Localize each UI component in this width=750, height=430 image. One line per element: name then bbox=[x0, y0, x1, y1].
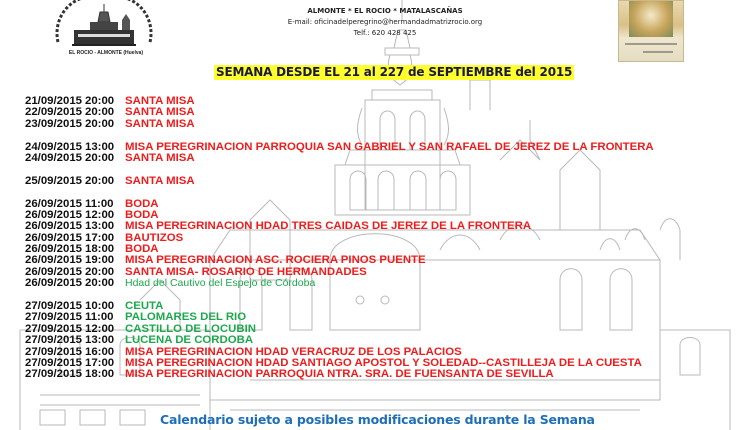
event-title: SANTA MISA- ROSARIO DE HERMANDADES bbox=[125, 265, 367, 278]
poster-artwork bbox=[629, 1, 673, 37]
event-title: MISA PEREGRINACION ASC. ROCIERA PINOS PUENTE bbox=[125, 254, 426, 267]
event-title: SANTA MISA bbox=[125, 106, 195, 119]
event-date: 26/09/2015 bbox=[25, 231, 83, 244]
event-title: BODA bbox=[125, 208, 159, 221]
event-time: 20:00 bbox=[85, 277, 115, 290]
schedule-spacer bbox=[25, 130, 654, 141]
event-date: 25/09/2015 bbox=[25, 174, 83, 187]
event-date: 26/09/2015 bbox=[25, 265, 83, 278]
schedule-row bbox=[25, 301, 654, 312]
phone-line: Telf.: 620 428 425 bbox=[353, 29, 417, 37]
event-time: 11:00 bbox=[85, 311, 114, 324]
schedule-spacer bbox=[25, 164, 654, 175]
event-date: 27/09/2015 bbox=[25, 345, 83, 358]
event-title: SANTA MISA bbox=[125, 151, 195, 164]
poster-caption-bar bbox=[625, 43, 677, 45]
event-title: LUCENA DE CORDOBA bbox=[125, 334, 254, 347]
contact-info bbox=[235, 6, 535, 39]
event-date: 21/09/2015 bbox=[25, 95, 83, 107]
event-title: SANTA MISA bbox=[125, 95, 195, 107]
schedule-row bbox=[25, 267, 654, 278]
event-time: 18:00 bbox=[85, 368, 115, 381]
poster-caption-bar bbox=[643, 51, 673, 53]
event-title: MISA PEREGRINACION PARROQUIA SAN GABRIEL Y SAN RAFAEL DE JEREZ DE LA FRONTERA bbox=[125, 140, 654, 153]
event-date: 27/09/2015 bbox=[25, 368, 83, 381]
virgin-poster-image bbox=[618, 0, 684, 62]
event-date: 24/09/2015 bbox=[25, 140, 83, 153]
event-time: 19:00 bbox=[85, 254, 115, 267]
event-date: 27/09/2015 bbox=[25, 322, 83, 335]
event-title: MISA PEREGRINACION HDAD TRES CAIDAS DE JEREZ DE LA FRONTERA bbox=[125, 220, 532, 233]
event-title: MISA PEREGRINACION PARROQUIA NTRA. SRA. DE FUENSANTA DE SEVILLA bbox=[125, 368, 554, 381]
event-date: 27/09/2015 bbox=[25, 334, 83, 347]
event-title: MISA PEREGRINACION HDAD SANTIAGO APOSTOL Y SOLEDAD--CASTILLEJA DE LA CUESTA bbox=[125, 356, 642, 369]
event-time: 17:00 bbox=[85, 356, 115, 369]
event-time: 20:00 bbox=[85, 174, 115, 187]
schedule-row bbox=[25, 324, 654, 335]
schedule-row bbox=[25, 369, 654, 380]
schedule-list bbox=[25, 96, 654, 381]
event-title: SANTA MISA bbox=[125, 174, 195, 187]
event-title: CEUTA bbox=[125, 300, 164, 313]
event-date: 23/09/2015 bbox=[25, 117, 83, 130]
event-title: PALOMARES DEL RIO bbox=[125, 311, 247, 324]
schedule-row bbox=[25, 142, 654, 153]
event-date: 26/09/2015 bbox=[25, 208, 83, 221]
event-date: 26/09/2015 bbox=[25, 220, 83, 233]
event-time: 20:00 bbox=[85, 151, 115, 164]
schedule-row bbox=[25, 233, 654, 244]
schedule-row bbox=[25, 278, 654, 289]
event-title: MISA PEREGRINACION HDAD VERACRUZ DE LOS PALACIOS bbox=[125, 345, 462, 358]
week-headline: SEMANA DESDE EL 21 al 227 de SEPTIEMBRE del 2015 bbox=[216, 65, 573, 79]
event-date: 26/09/2015 bbox=[25, 197, 83, 210]
schedule-spacer bbox=[25, 290, 654, 301]
schedule-row bbox=[25, 153, 654, 164]
event-title: SANTA MISA bbox=[125, 117, 195, 130]
schedule-row bbox=[25, 96, 654, 107]
schedule-row bbox=[25, 312, 654, 323]
event-time: 13:00 bbox=[85, 334, 115, 347]
event-date: 24/09/2015 bbox=[25, 151, 83, 164]
event-time: 17:00 bbox=[85, 231, 115, 244]
event-title: BODA bbox=[125, 243, 159, 256]
event-time: 20:00 bbox=[85, 106, 115, 119]
schedule-row bbox=[25, 119, 654, 130]
event-title: Hdad del Cautivo del Espejo de Córdoba bbox=[125, 277, 316, 290]
event-date: 27/09/2015 bbox=[25, 300, 83, 313]
event-time: 10:00 bbox=[85, 300, 115, 313]
calendar-disclaimer: Calendario sujeto a posibles modificaciones durante la Semana bbox=[160, 412, 595, 427]
event-date: 27/09/2015 bbox=[25, 311, 83, 324]
event-time: 11:00 bbox=[85, 197, 114, 210]
event-time: 12:00 bbox=[85, 322, 115, 335]
event-time: 20:00 bbox=[85, 95, 115, 107]
event-time: 18:00 bbox=[85, 243, 115, 256]
schedule-row bbox=[25, 221, 654, 232]
schedule-row bbox=[25, 176, 654, 187]
event-time: 16:00 bbox=[85, 345, 115, 358]
email-line: E-mail: oficinadelperegrino@hermandadmatrizrocio.org bbox=[287, 18, 483, 26]
event-time: 13:00 bbox=[85, 140, 115, 153]
event-time: 12:00 bbox=[85, 208, 115, 221]
event-date: 26/09/2015 bbox=[25, 277, 83, 290]
event-title: BODA bbox=[125, 197, 159, 210]
schedule-row bbox=[25, 107, 654, 118]
schedule-spacer bbox=[25, 187, 654, 198]
event-date: 26/09/2015 bbox=[25, 243, 83, 256]
locations-line: ALMONTE * EL ROCIO * MATALASCAÑAS bbox=[307, 7, 463, 15]
event-title: BAUTIZOS bbox=[125, 231, 184, 244]
event-date: 27/09/2015 bbox=[25, 356, 83, 369]
event-title: CASTILLO DE LOCUBIN bbox=[125, 322, 256, 335]
event-date: 26/09/2015 bbox=[25, 254, 83, 267]
schedule-row bbox=[25, 335, 654, 346]
event-time: 13:00 bbox=[85, 220, 115, 233]
event-date: 22/09/2015 bbox=[25, 106, 83, 119]
logo-caption: EL ROCIO - ALMONTE (Huelva) bbox=[68, 50, 144, 56]
event-time: 20:00 bbox=[85, 265, 115, 278]
schedule-row bbox=[25, 199, 654, 210]
event-time: 20:00 bbox=[85, 117, 115, 130]
